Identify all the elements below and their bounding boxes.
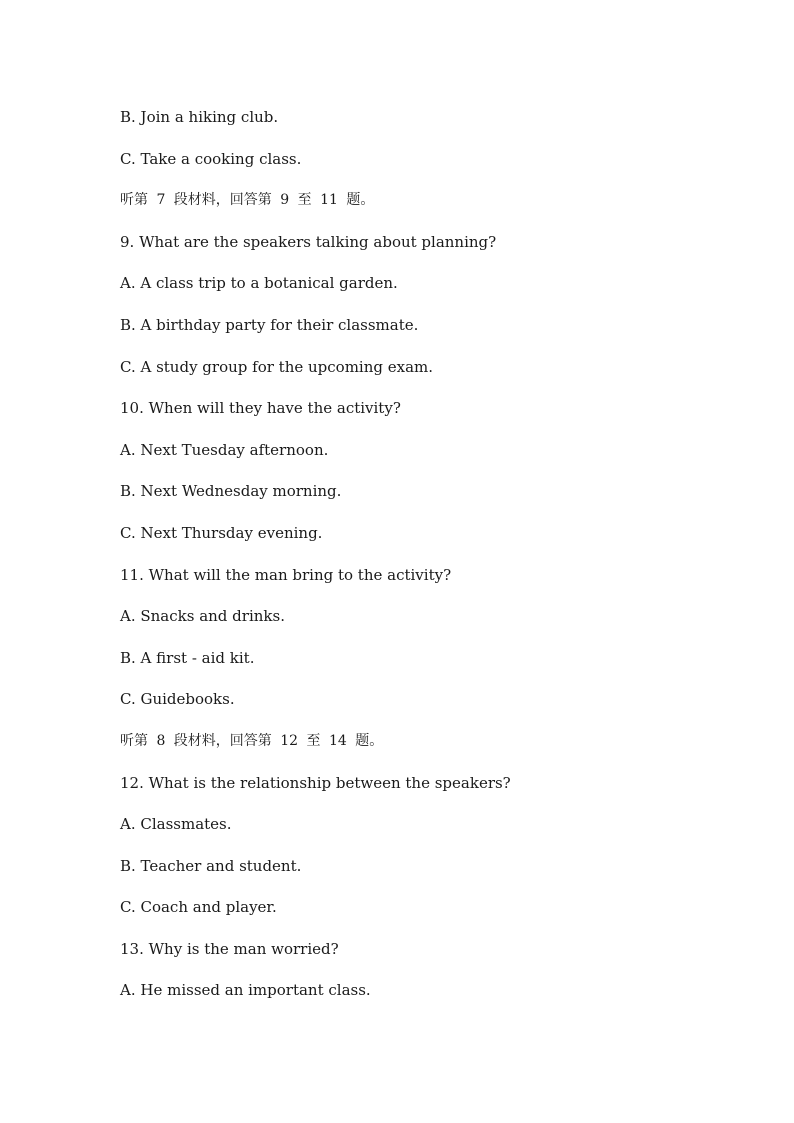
option-line: B. Join a hiking club. xyxy=(120,108,279,126)
option-line: A. Snacks and drinks. xyxy=(120,607,285,626)
option-line: A. Next Tuesday afternoon. xyxy=(120,440,329,459)
section-instruction: 听第 7 段材料，回答第 9 至 11 题。 xyxy=(120,192,375,209)
option-line: A. Classmates. xyxy=(120,815,232,834)
option-line: B. A first - aid kit. xyxy=(120,648,255,667)
option-line: C. Next Thursday evening. xyxy=(120,523,323,542)
option-line: B. A birthday party for their classmate. xyxy=(120,315,419,334)
option-line: A. He missed an important class. xyxy=(120,981,371,1000)
question-line: 11. What will the man bring to the activity? xyxy=(120,565,452,584)
question-line: 10. When will they have the activity? xyxy=(120,399,401,418)
option-line: C. A study group for the upcoming exam. xyxy=(120,357,434,376)
question-line: 9. What are the speakers talking about planning? xyxy=(120,232,497,251)
option-line: C. Guidebooks. xyxy=(120,690,235,709)
question-line: 13. Why is the man worried? xyxy=(120,939,339,958)
option-line: C. Take a cooking class. xyxy=(120,149,302,168)
option-line: B. Teacher and student. xyxy=(120,856,302,875)
option-line: C. Coach and player. xyxy=(120,898,277,917)
option-line: A. A class trip to a botanical garden. xyxy=(120,274,398,293)
section-instruction: 听第 8 段材料，回答第 12 至 14 题。 xyxy=(120,732,384,749)
option-line: B. Next Wednesday morning. xyxy=(120,482,342,501)
question-line: 12. What is the relationship between the speakers? xyxy=(120,773,511,792)
question-list xyxy=(120,106,740,1021)
